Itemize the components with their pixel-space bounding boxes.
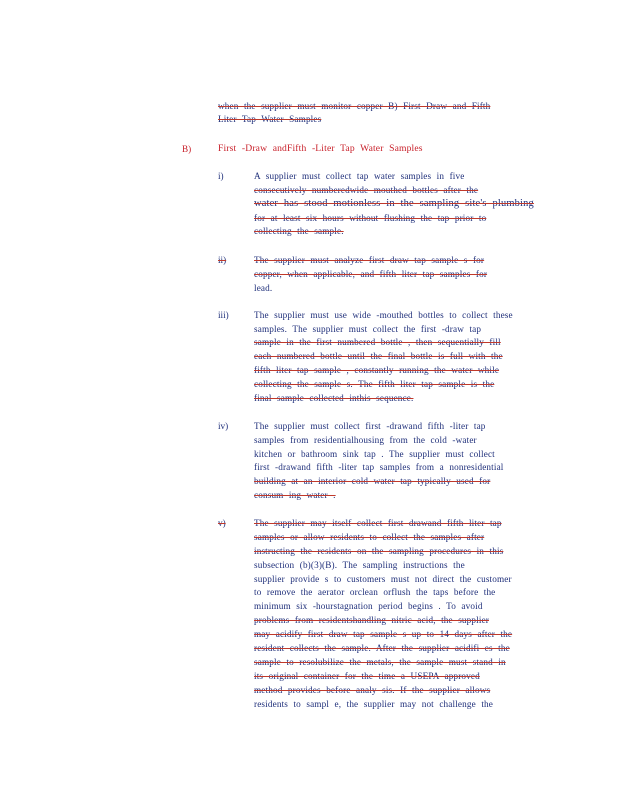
intro-line: when the supplier must monitor copper B) First Draw and Fifth xyxy=(218,101,491,111)
item-line: sample in the first numbered bottle , then sequentially fill xyxy=(254,337,501,347)
item-line: samples or allow residents to collect the samples after xyxy=(254,532,485,542)
item-line: The supplier must use wide -mouthed bottles to collect these xyxy=(254,310,513,320)
item-label: iii) xyxy=(218,310,229,320)
item-line: final sample collected inthis sequence. xyxy=(254,393,414,403)
item-line: fifth liter tap sample , constantly running the water while xyxy=(254,365,500,375)
item-line: to remove the aerator orclean orflush the taps before the xyxy=(254,587,496,597)
item-line: kitchen or bathroom sink tap . The supplier must collect xyxy=(254,449,495,459)
item-label: ii) xyxy=(218,255,227,265)
item-line: consum ing water . xyxy=(254,490,336,500)
item-line: water has stood motionless in the sampling site's plumbing xyxy=(254,198,534,209)
item-line: A supplier must collect tap water samples in five xyxy=(254,171,465,181)
item-line: may acidify first draw tap sample s up to 14 days after the xyxy=(254,629,513,639)
item-line: supplier provide s to customers must not direct the customer xyxy=(254,574,512,584)
item-line: instructing the residents on the sampling procedures in this xyxy=(254,546,504,556)
item-line: copper, when applicable, and fifth liter tap samples for xyxy=(254,269,488,279)
intro-line: Liter Tap Water Samples xyxy=(218,114,322,124)
item-line: first -drawand fifth -liter tap samples from a nonresidential xyxy=(254,462,504,472)
item-line: The supplier must collect first -drawand fifth -liter tap xyxy=(254,421,486,431)
item-line: its original container for the time a USEPA approved xyxy=(254,671,480,681)
item-label: i) xyxy=(218,171,224,181)
item-line: samples. The supplier must collect the first -draw tap xyxy=(254,324,482,334)
section-title: First -Draw andFifth -Liter Tap Water Samples xyxy=(218,143,423,154)
item-line: for at least six hours without flushing the tap prior to xyxy=(254,213,487,223)
item-label: v) xyxy=(218,518,226,528)
item-line: problems from residentshandling nitric acid, the supplier xyxy=(254,615,490,625)
item-line: The supplier may itself collect first drawand fifth liter tap xyxy=(254,518,502,528)
item-line: residents to sampl e, the supplier may not challenge the xyxy=(254,699,494,709)
item-line: method provides before analy sis. If the supplier allows xyxy=(254,685,491,695)
item-line: lead. xyxy=(254,283,273,293)
item-line: sample to resolubilize the metals, the sample must stand in xyxy=(254,657,506,667)
item-line: The supplier must analyze first draw tap sample s for xyxy=(254,255,485,265)
item-line: subsection (b)(3)(B). The sampling instructions the xyxy=(254,560,465,570)
item-line: resident collects the sample. After the supplier acidifi es the xyxy=(254,643,510,653)
section-label: B) xyxy=(182,144,192,154)
item-line: samples from residentialhousing from the cold -water xyxy=(254,435,477,445)
item-label: iv) xyxy=(218,421,229,431)
item-line: each numbered bottle until the final bottle is full with the xyxy=(254,351,503,361)
item-line: collecting the sample. xyxy=(254,226,344,236)
item-line: consecutively numberedwide mouthed bottles after the xyxy=(254,185,479,195)
item-line: collecting the sample s. The fifth liter tap sample is the xyxy=(254,379,495,389)
item-line: building at an interior cold water tap typically used for xyxy=(254,476,491,486)
item-line: minimum six -hourstagnation period begins . To avoid xyxy=(254,601,483,611)
